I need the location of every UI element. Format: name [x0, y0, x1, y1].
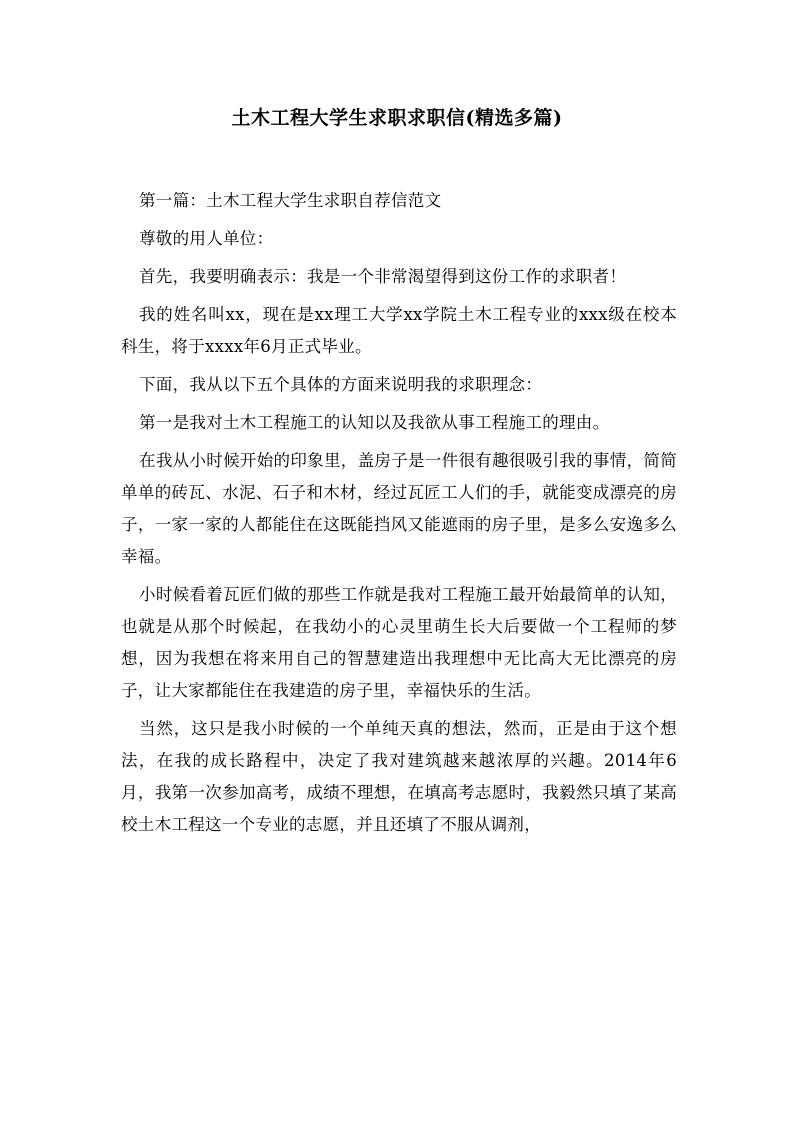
- paragraph: 在我从小时候开始的印象里，盖房子是一件很有趣很吸引我的事情，简简单单的砖瓦、水泥、石子和木材，经过瓦匠工人们的手，就能变成漂亮的房子，一家一家的人都能住在这既能挡风又能遮雨的房子里，是多么安逸多么幸福。: [121, 451, 677, 566]
- document-title: 土木工程大学生求职求职信(精选多篇): [231, 107, 563, 129]
- paragraph: 我的姓名叫xx，现在是xx理工大学xx学院土木工程专业的xxx级在校本科生，将于xxxx年6月正式毕业。: [121, 305, 677, 356]
- document-body: [121, 185, 677, 847]
- paragraph: 当然，这只是我小时候的一个单纯天真的想法，然而，正是由于这个想法，在我的成长路程中，决定了我对建筑越来越浓厚的兴趣。2014年6月，我第一次参加高考，成绩不理想，在填高考志愿时，我毅然只填了某高校土木工程这一个专业的志愿，并且还填了不服从调剂，: [121, 719, 677, 834]
- paragraph: 小时候看着瓦匠们做的那些工作就是我对工程施工最开始最简单的认知，也就是从那个时候起，在我幼小的心灵里萌生长大后要做一个工程师的梦想，因为我想在将来用自己的智慧建造出我理想中无比高大无比漂亮的房子，让大家都能住在我建造的房子里，幸福快乐的生活。: [121, 585, 677, 700]
- paragraph: 第一篇：土木工程大学生求职自荐信范文: [139, 191, 442, 210]
- paragraph: 首先，我要明确表示：我是一个非常渴望得到这份工作的求职者！: [139, 267, 627, 286]
- paragraph: 第一是我对土木工程施工的认知以及我欲从事工程施工的理由。: [139, 413, 610, 432]
- paragraph: 下面，我从以下五个具体的方面来说明我的求职理念：: [139, 375, 543, 394]
- paragraph: 尊敬的用人单位：: [139, 229, 274, 248]
